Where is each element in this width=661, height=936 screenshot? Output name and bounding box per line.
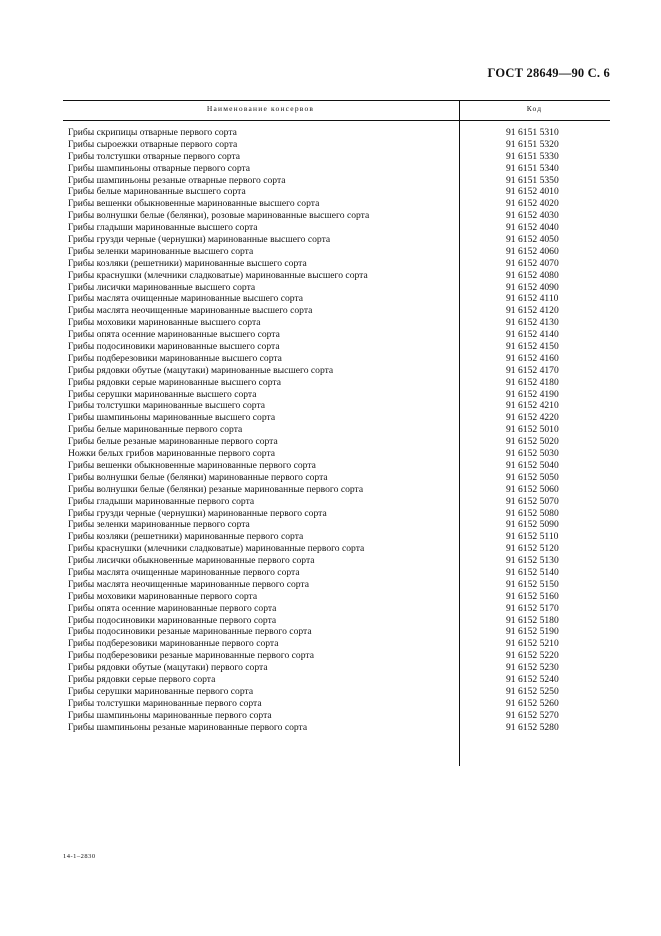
product-name: Грибы волнушки белые (белянки) маринованные первого сорта [68, 471, 328, 483]
product-name: Грибы моховики маринованные первого сорта [68, 590, 258, 602]
table-row [0, 436, 661, 448]
product-code: 91 6152 4010 [506, 186, 559, 198]
product-name: Грибы гладыши маринованные высшего сорта [68, 222, 258, 234]
table-row [0, 519, 661, 531]
table-row [0, 698, 661, 710]
product-name: Грибы вешенки обыкновенные маринованные высшего сорта [68, 198, 320, 210]
product-code: 91 6152 5040 [506, 459, 559, 471]
product-name: Грибы рядовки серые первого сорта [68, 673, 216, 685]
product-name: Грибы зеленки маринованные высшего сорта [68, 245, 254, 257]
product-code: 91 6152 4190 [506, 388, 559, 400]
product-code: 91 6152 5090 [506, 519, 559, 531]
table-row [0, 293, 661, 305]
table-row [0, 282, 661, 294]
product-name: Грибы шампиньоны маринованные высшего сорта [68, 412, 276, 424]
product-name: Грибы шампиньоны отварные первого сорта [68, 162, 251, 174]
product-code: 91 6151 5340 [506, 162, 559, 174]
product-name: Грибы волнушки белые (белянки) резаные маринованные первого сорта [68, 483, 364, 495]
table-row [0, 448, 661, 460]
product-name: Грибы козляки (решетники) маринованные первого сорта [68, 531, 304, 543]
product-code: 91 6152 5180 [506, 614, 559, 626]
product-code: 91 6152 5110 [506, 531, 559, 543]
table-row [0, 198, 661, 210]
product-code: 91 6152 5150 [506, 578, 559, 590]
product-code: 91 6152 5220 [506, 650, 559, 662]
table-row [0, 615, 661, 627]
product-code: 91 6152 5140 [506, 566, 559, 578]
product-code: 91 6152 4080 [506, 269, 559, 281]
table-row [0, 591, 661, 603]
product-name: Грибы подберезовики резаные маринованные первого сорта [68, 650, 314, 662]
table-row [0, 603, 661, 615]
product-code: 91 6152 4210 [506, 400, 559, 412]
product-name: Грибы белые маринованные высшего сорта [68, 186, 246, 198]
product-code: 91 6152 4020 [506, 198, 559, 210]
product-code: 91 6152 5240 [506, 673, 559, 685]
table-row [0, 674, 661, 686]
table-row [0, 210, 661, 222]
product-name: Грибы опята осенние маринованные первого сорта [68, 602, 277, 614]
table-row [0, 341, 661, 353]
table-row [0, 424, 661, 436]
product-code: 91 6152 4090 [506, 281, 559, 293]
table-row [0, 579, 661, 591]
product-name: Грибы краснушки (млечники сладковатые) маринованные первого сорта [68, 543, 365, 555]
product-name: Грибы подосиновики резаные маринованные первого сорта [68, 626, 312, 638]
table-row [0, 186, 661, 198]
product-code: 91 6152 4070 [506, 257, 559, 269]
product-code: 91 6152 5230 [506, 662, 559, 674]
table-row [0, 567, 661, 579]
product-code: 91 6152 4170 [506, 364, 559, 376]
table-row [0, 389, 661, 401]
product-code: 91 6152 5070 [506, 495, 559, 507]
product-code: 91 6152 5130 [506, 555, 559, 567]
product-code: 91 6152 4030 [506, 210, 559, 222]
product-name: Грибы толстушки маринованные высшего сорта [68, 400, 266, 412]
product-name: Грибы моховики маринованные высшего сорта [68, 317, 261, 329]
product-name: Грибы рядовки обутые (мацутаки) маринованные высшего сорта [68, 364, 334, 376]
table-row [0, 353, 661, 365]
table-row [0, 163, 661, 175]
product-name: Грибы маслята неочищенные маринованные высшего сорта [68, 305, 313, 317]
table-row [0, 258, 661, 270]
product-name: Грибы скрипицы отварные первого сорта [68, 127, 237, 138]
product-name: Грибы грузди черные (чернушки) маринованные высшего сорта [68, 234, 331, 246]
table-row [0, 508, 661, 520]
product-name: Грибы грузди черные (чернушки) маринованные первого сорта [68, 507, 327, 519]
product-name: Грибы толстушки отварные первого сорта [68, 150, 241, 162]
product-code: 91 6152 5170 [506, 602, 559, 614]
product-code: 91 6152 5120 [506, 543, 559, 555]
product-name: Грибы опята осенние маринованные высшего сорта [68, 329, 280, 341]
table-row [0, 365, 661, 377]
product-name: Грибы лисички маринованные высшего сорта [68, 281, 256, 293]
print-code: 14-1–2830 [63, 853, 96, 860]
product-name: Грибы толстушки маринованные первого сорта [68, 697, 262, 709]
table-row [0, 722, 661, 734]
table-row [0, 329, 661, 341]
product-code: 91 6152 4130 [506, 317, 559, 329]
product-code: 91 6151 5320 [506, 138, 559, 150]
product-code: 91 6152 4140 [506, 329, 559, 341]
table-row [0, 139, 661, 151]
table-header-rule [63, 120, 610, 121]
product-code: 91 6152 4110 [506, 293, 559, 305]
product-code: 91 6152 4050 [506, 234, 559, 246]
product-name: Грибы рядовки серые маринованные высшего сорта [68, 376, 281, 388]
product-name: Грибы рядовки обутые (мацутаки) первого сорта [68, 662, 268, 674]
product-name: Грибы лисички обыкновенные маринованные первого сорта [68, 555, 315, 567]
product-name: Грибы сыроежки отварные первого сорта [68, 138, 238, 150]
product-code: 91 6152 4160 [506, 352, 559, 364]
table-top-rule [63, 100, 610, 101]
product-code: 91 6152 5030 [506, 448, 559, 460]
table-body [0, 127, 661, 733]
table-row [0, 175, 661, 187]
table-row [0, 686, 661, 698]
product-code: 91 6152 5160 [506, 590, 559, 602]
product-code: 91 6152 4220 [506, 412, 559, 424]
table-row [0, 412, 661, 424]
product-code: 91 6152 5210 [506, 638, 559, 650]
product-code: 91 6152 5080 [506, 507, 559, 519]
product-code: 91 6152 5010 [506, 424, 559, 436]
table-row [0, 234, 661, 246]
product-code: 91 6152 5050 [506, 471, 559, 483]
product-code: 91 6152 5060 [506, 483, 559, 495]
product-name: Грибы серушки маринованные высшего сорта [68, 388, 257, 400]
product-name: Грибы подосиновики маринованные первого сорта [68, 614, 277, 626]
product-name: Грибы белые резаные маринованные первого сорта [68, 436, 278, 448]
product-code: 91 6152 5190 [506, 626, 559, 638]
product-code: 91 6151 5310 [506, 127, 559, 138]
product-code: 91 6152 5250 [506, 685, 559, 697]
table-row [0, 531, 661, 543]
product-name: Грибы подберезовики маринованные первого сорта [68, 638, 279, 650]
column-header-code: Код [526, 104, 543, 113]
product-code: 91 6152 5260 [506, 697, 559, 709]
table-row [0, 710, 661, 722]
product-code: 91 6152 5270 [506, 709, 559, 721]
product-name: Грибы шампиньоны резаные отварные первого сорта [68, 174, 286, 186]
table-row [0, 496, 661, 508]
product-code: 91 6151 5350 [506, 174, 559, 186]
product-name: Грибы шампиньоны резаные маринованные первого сорта [68, 721, 308, 733]
product-code: 91 6152 4150 [506, 341, 559, 353]
product-name: Грибы зеленки маринованные первого сорта [68, 519, 250, 531]
product-code: 91 6152 5020 [506, 436, 559, 448]
table-row [0, 626, 661, 638]
table-row [0, 127, 661, 139]
table-row [0, 222, 661, 234]
table-row [0, 472, 661, 484]
product-name: Грибы шампиньоны маринованные первого сорта [68, 709, 272, 721]
table-row [0, 543, 661, 555]
table-row [0, 638, 661, 650]
product-name: Грибы маслята неочищенные маринованные первого сорта [68, 578, 309, 590]
table-row [0, 377, 661, 389]
table-row [0, 246, 661, 258]
table-row [0, 317, 661, 329]
table-row [0, 460, 661, 472]
product-name: Грибы вешенки обыкновенные маринованные первого сорта [68, 459, 316, 471]
product-code: 91 6152 4180 [506, 376, 559, 388]
product-code: 91 6152 4120 [506, 305, 559, 317]
product-name: Грибы краснушки (млечники сладковатые) маринованные высшего сорта [68, 269, 368, 281]
product-name: Ножки белых грибов маринованные первого сорта [68, 448, 276, 460]
table-row [0, 555, 661, 567]
column-header-name: Наименование консервов [206, 104, 315, 113]
table-row [0, 662, 661, 674]
product-name: Грибы козляки (решетники) маринованные высшего сорта [68, 257, 307, 269]
page-title: ГОСТ 28649—90 С. 6 [487, 66, 610, 80]
product-name: Грибы маслята очищенные маринованные высшего сорта [68, 293, 304, 305]
product-code: 91 6152 5280 [506, 721, 559, 733]
product-name: Грибы гладыши маринованные первого сорта [68, 495, 255, 507]
product-name: Грибы маслята очищенные маринованные первого сорта [68, 566, 300, 578]
product-name: Грибы белые маринованные первого сорта [68, 424, 243, 436]
product-name: Грибы волнушки белые (белянки), розовые маринованные высшего сорта [68, 210, 370, 222]
table-row [0, 305, 661, 317]
table-row [0, 400, 661, 412]
product-code: 91 6152 4060 [506, 245, 559, 257]
product-name: Грибы подосиновики маринованные высшего сорта [68, 341, 280, 353]
product-name: Грибы серушки маринованные первого сорта [68, 685, 254, 697]
product-code: 91 6152 4040 [506, 222, 559, 234]
table-row [0, 650, 661, 662]
table-row [0, 270, 661, 282]
product-name: Грибы подберезовики маринованные высшего сорта [68, 352, 282, 364]
product-code: 91 6151 5330 [506, 150, 559, 162]
table-row [0, 151, 661, 163]
table-row [0, 484, 661, 496]
